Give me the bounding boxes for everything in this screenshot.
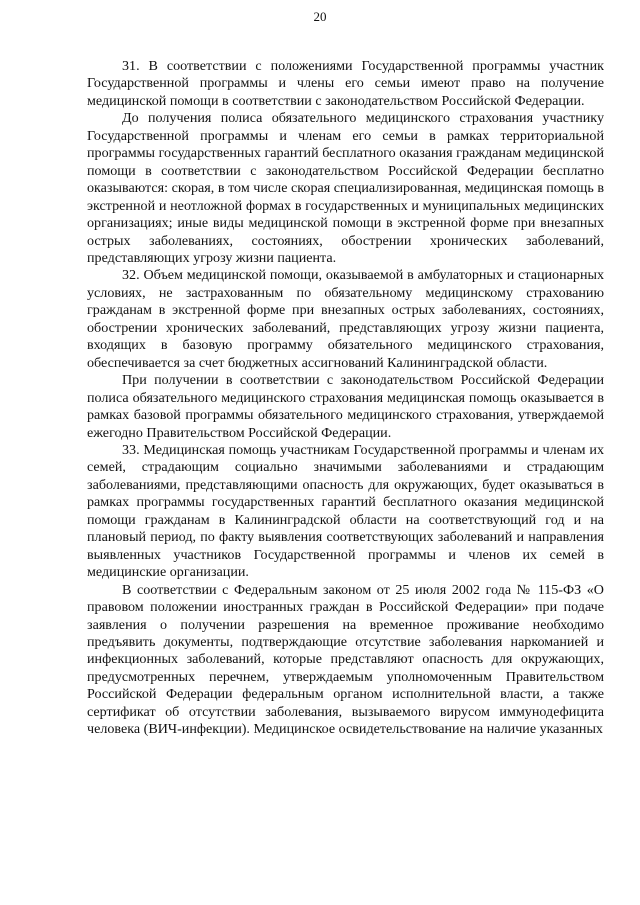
paragraph-before-policy: До получения полиса обязательного медицинского страхования участнику Государственной программы и членам его семьи в рамках территориальной программы государственных гарантий бесплатного оказания гражданам медицинской помощи в соответствии с законодательством Российской Федерации бесплатно оказываются: скорая, в том числе скорая специализированная, медицинская помощь в экстренной и неотложной формах в государственных и муниципальных медицинских организациях; иные виды медицинской помощи в экстренной форме при внезапных острых заболеваниях, состояниях, обострении хронических заболеваний, представляющих угрозу жизни пациента. bbox=[87, 110, 604, 266]
paragraph-32: 32. Объем медицинской помощи, оказываемой в амбулаторных и стационарных условиях, не застрахованным по обязательному медицинскому страхованию гражданам в экстренной форме при внезапных острых заболеваниях, состояниях, обострении хронических заболеваний, представляющих угрозу жизни пациента, входящих в базовую программу обязательного медицинского страхования, обеспечивается за счет бюджетных ассигнований Калининградской области. bbox=[87, 267, 604, 371]
paragraph-with-policy: При получении в соответствии с законодательством Российской Федерации полиса обязательного медицинского страхования медицинская помощь оказывается в рамках базовой программы обязательного медицинского страхования, утверждаемой ежегодно Правительством Российской Федерации. bbox=[87, 372, 604, 441]
page-number: 20 bbox=[313, 9, 327, 24]
paragraph-31: 31. В соответствии с положениями Государственной программы участник Государственной программы и члены его семьи имеют право на получение медицинской помощи в соответствии с законодательством Российской Федерации. bbox=[87, 58, 604, 109]
paragraph-33: 33. Медицинская помощь участникам Государственной программы и членам их семей, страдающим социально значимыми заболеваниями и страдающим заболеваниями, представляющими опасность для окружающих, будет оказываться в рамках программы государственных гарантий бесплатного оказания медицинской помощи гражданам в Калининградской области на соответствующий год и на плановый период, по факту выявления соответствующих заболеваний и направления выявленных участников Государственной программы и членов их семей в медицинские организации. bbox=[87, 441, 604, 581]
document-body bbox=[87, 58, 604, 739]
paragraph-federal-law: В соответствии с Федеральным законом от 25 июля 2002 года № 115-ФЗ «О правовом положении иностранных граждан в Российской Федерации» при подаче заявления о получении разрешения на временное проживание необходимо предъявить документы, подтверждающие отсутствие заболевания наркоманией и инфекционных заболеваний, которые представляют опасность для окружающих, предусмотренных перечнем, утверждаемым уполномоченным Правительством Российской Федерации федеральным органом исполнительной власти, а также сертификат об отсутствии заболевания, вызываемого вирусом иммунодефицита человека (ВИЧ-инфекции). Медицинское освидетельствование на наличие указанных bbox=[87, 581, 604, 738]
